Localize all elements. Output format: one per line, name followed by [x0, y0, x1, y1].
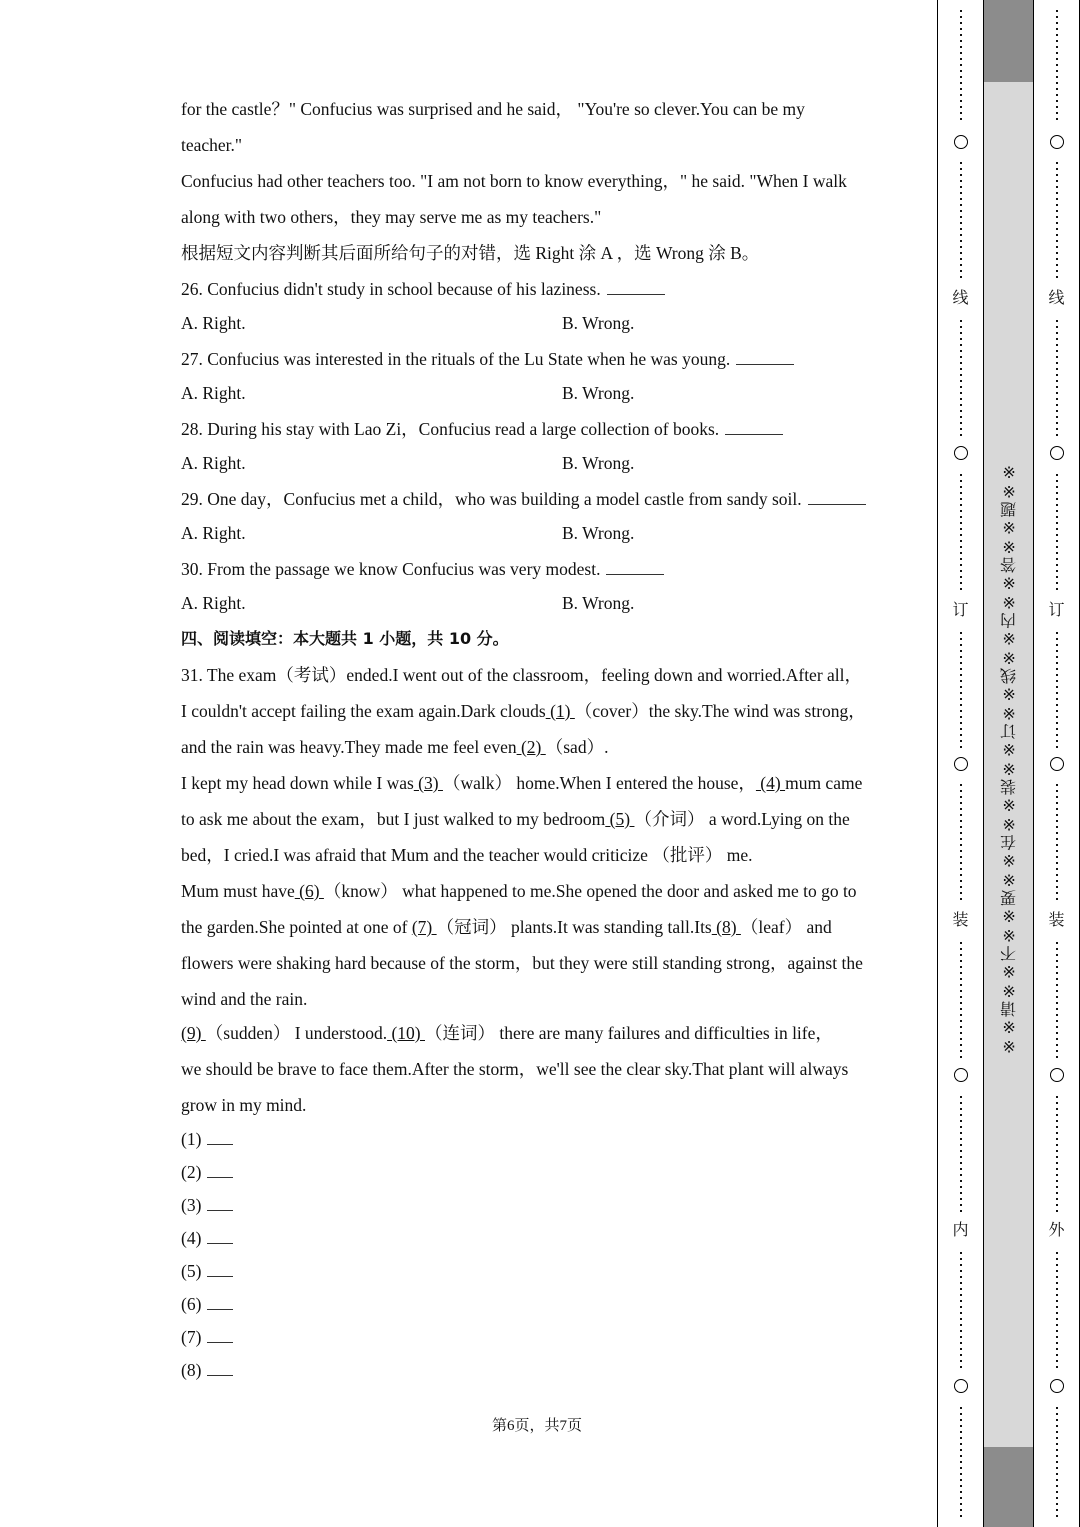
passage-line: along with two others，they may serve me as my teachers.": [181, 207, 602, 227]
dotted-line: [1056, 1250, 1058, 1370]
binding-char: 线: [952, 288, 969, 307]
passage31-line: to ask me about the exam，but I just walked to my bedroom (5) （介词） a word.Lying on the: [181, 809, 850, 829]
passage-line: for the castle？" Confucius was surprised and he said， "You're so clever.You can be my: [181, 99, 805, 119]
question-26: 26. Confucius didn't study in school because of his laziness.: [181, 274, 901, 308]
option-b[interactable]: B. Wrong.: [562, 313, 635, 333]
page-number: 第6页，共7页: [491, 1418, 582, 1434]
dotted-line: [1056, 160, 1058, 278]
binding-char: 装: [1048, 910, 1065, 929]
dotted-line: [1056, 782, 1058, 902]
options-28: [181, 448, 901, 484]
answer-row: (7): [181, 1322, 901, 1355]
answer-row: (1): [181, 1124, 901, 1157]
gray-block: [984, 0, 1033, 82]
answer-blank[interactable]: [207, 1361, 233, 1376]
blank-8: (8): [711, 917, 741, 937]
passage31-line: wind and the rain.: [181, 989, 308, 1009]
passage31-line: 31. The exam（考试）ended.I went out of the classroom，feeling down and worried.After all，: [181, 665, 863, 685]
answer-blank[interactable]: [736, 350, 794, 365]
dotted-line: [960, 1250, 962, 1370]
answer-row: (4): [181, 1223, 901, 1256]
blank-5: (5): [605, 809, 635, 829]
answer-row: (8): [181, 1355, 901, 1388]
answer-row: (3): [181, 1190, 901, 1223]
question-29: 29. One day，Confucius met a child，who was building a model castle from sandy soil.: [181, 484, 901, 518]
option-a[interactable]: A. Right.: [181, 593, 246, 613]
question-28: 28. During his stay with Lao Zi，Confucius read a large collection of books.: [181, 414, 901, 448]
answer-row: (5): [181, 1256, 901, 1289]
answer-row: (2): [181, 1157, 901, 1190]
answer-blank[interactable]: [207, 1229, 233, 1244]
options-30: [181, 588, 901, 624]
option-b[interactable]: B. Wrong.: [562, 523, 635, 543]
passage31-line: grow in my mind.: [181, 1095, 307, 1115]
answer-row: (6): [181, 1289, 901, 1322]
option-b[interactable]: B. Wrong.: [562, 383, 635, 403]
dotted-line: [960, 318, 962, 438]
gray-block: [984, 1447, 1033, 1527]
dotted-line: [960, 940, 962, 1060]
dotted-line: [1056, 8, 1058, 120]
answer-blank[interactable]: [606, 560, 664, 575]
answer-blank[interactable]: [207, 1163, 233, 1178]
binding-warning-text: ※※请※※不※※要※※在※※装※※订※※线※※内※※答※※题※※: [999, 462, 1018, 1056]
answer-blank[interactable]: [207, 1262, 233, 1277]
binding-marks: [1047, 0, 1067, 1527]
passage31-line: flowers were shaking hard because of the storm，but they were still standing strong，against the: [181, 953, 863, 973]
answer-blank[interactable]: [207, 1130, 233, 1145]
dotted-line: [960, 1405, 962, 1517]
option-a[interactable]: A. Right.: [181, 453, 246, 473]
answer-blank[interactable]: [607, 280, 665, 295]
circle-mark: [954, 135, 968, 149]
answer-blank[interactable]: [207, 1295, 233, 1310]
passage31-line: we should be brave to face them.After the storm，we'll see the clear sky.That plant will always: [181, 1059, 849, 1079]
options-29: [181, 518, 901, 554]
circle-mark: [954, 1068, 968, 1082]
binding-marks: [951, 0, 971, 1527]
dotted-line: [1056, 940, 1058, 1060]
circle-mark: [1050, 1068, 1064, 1082]
answer-blank[interactable]: [207, 1328, 233, 1343]
dotted-line: [1056, 1405, 1058, 1517]
dotted-line: [960, 782, 962, 902]
blank-10: (10): [387, 1023, 425, 1043]
binding-char: 装: [952, 910, 969, 929]
blank-1: (1): [545, 701, 575, 721]
binding-warning-strip: [984, 0, 1034, 1527]
answer-blank[interactable]: [808, 490, 866, 505]
dotted-line: [960, 8, 962, 120]
option-a[interactable]: A. Right.: [181, 523, 246, 543]
circle-mark: [954, 446, 968, 460]
passage31-line: (9) （sudden） I understood. (10) （连词） there are many failures and difficulties in life，: [181, 1023, 833, 1043]
passage31-line: and the rain was heavy.They made me feel even (2) （sad）.: [181, 737, 609, 757]
passage31-line: Mum must have (6) （know） what happened to me.She opened the door and asked me to go to: [181, 881, 857, 901]
circle-mark: [1050, 135, 1064, 149]
dotted-line: [960, 1094, 962, 1214]
passage31-line: I kept my head down while I was (3) （walk） home.When I entered the house， (4) mum came: [181, 773, 863, 793]
page-content: [181, 94, 901, 1388]
circle-mark: [1050, 1379, 1064, 1393]
passage31-line: bed，I cried.I was afraid that Mum and the teacher would criticize （批评） me.: [181, 845, 753, 865]
blank-2: (2): [516, 737, 546, 757]
binding-char: 线: [1048, 288, 1065, 307]
dotted-line: [960, 160, 962, 278]
binding-char: 订: [1048, 600, 1065, 619]
dotted-line: [1056, 1094, 1058, 1214]
circle-mark: [954, 757, 968, 771]
passage-line: teacher.": [181, 135, 243, 155]
option-b[interactable]: B. Wrong.: [562, 593, 635, 613]
blank-7: (7): [411, 917, 437, 937]
blank-9: (9): [181, 1023, 206, 1043]
section-heading: 四、阅读填空：本大题共 1 小题，共 10 分。: [181, 629, 509, 648]
dotted-line: [960, 630, 962, 750]
binding-char: 订: [952, 600, 969, 619]
answer-blank[interactable]: [207, 1196, 233, 1211]
passage31-line: I couldn't accept failing the exam again.Dark clouds (1) （cover）the sky.The wind was strong，: [181, 701, 866, 721]
binding-char: 内: [952, 1220, 969, 1239]
blank-6: (6): [294, 881, 324, 901]
page-footer: [0, 1414, 1080, 1435]
binding-strip-outer: [1034, 0, 1080, 1527]
passage31-line: the garden.She pointed at one of (7) （冠词） plants.It was standing tall.Its (8) （leaf） and: [181, 917, 832, 937]
option-b[interactable]: B. Wrong.: [562, 453, 635, 473]
circle-mark: [1050, 446, 1064, 460]
blank-3: (3): [413, 773, 443, 793]
option-a[interactable]: A. Right.: [181, 383, 246, 403]
instruction-text: 根据短文内容判断其后面所给句子的对错，选 Right 涂 A ，选 Wrong 涂 B。: [181, 243, 760, 263]
options-27: [181, 378, 901, 414]
passage-line: Confucius had other teachers too. "I am not born to know everything，" he said. "When I walk: [181, 171, 847, 191]
circle-mark: [954, 1379, 968, 1393]
question-30: 30. From the passage we know Confucius was very modest.: [181, 554, 901, 588]
question-27: 27. Confucius was interested in the rituals of the Lu State when he was young.: [181, 344, 901, 378]
binding-char: 外: [1048, 1220, 1065, 1239]
blank-4: (4): [755, 773, 786, 793]
options-26: [181, 308, 901, 344]
dotted-line: [1056, 472, 1058, 592]
circle-mark: [1050, 757, 1064, 771]
dotted-line: [1056, 630, 1058, 750]
dotted-line: [1056, 318, 1058, 438]
option-a[interactable]: A. Right.: [181, 313, 246, 333]
dotted-line: [960, 472, 962, 592]
binding-strip-inner: [937, 0, 984, 1527]
answer-blank[interactable]: [725, 420, 783, 435]
